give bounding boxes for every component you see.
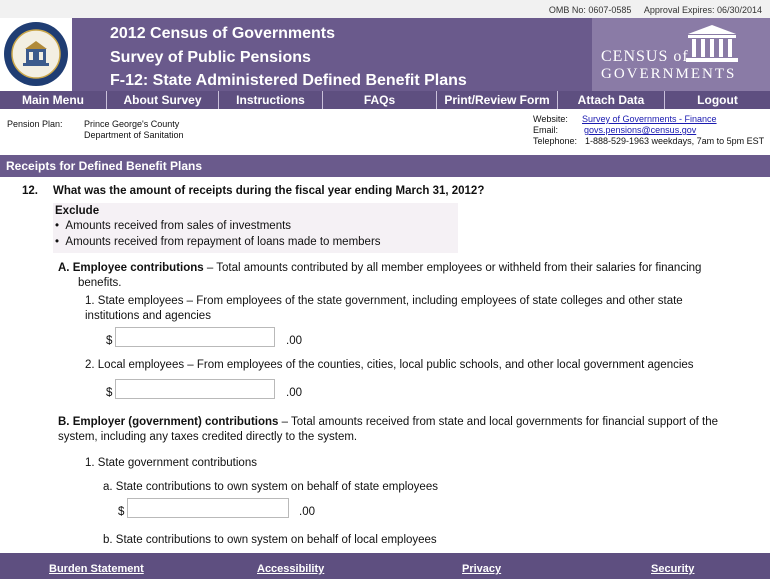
- footer-bar: [0, 553, 770, 579]
- part-a: [58, 262, 701, 274]
- local-employees-amount-input[interactable]: [115, 379, 275, 399]
- omb-number: OMB No: 0607-0585: [548, 5, 632, 15]
- telephone-label: Telephone:: [533, 136, 578, 146]
- plan-info-bar: [0, 109, 770, 153]
- nav-logout[interactable]: Logout: [697, 93, 738, 107]
- a2-currency: $: [106, 387, 113, 399]
- logo-text-census: CENSUS of: [601, 48, 689, 65]
- exclude-box: [53, 203, 458, 253]
- form-title: F-12: State Administered Defined Benefit Plans: [110, 72, 467, 89]
- question-number: 12.: [22, 185, 38, 197]
- exclude-item-text: Amounts received from sales of investments: [65, 220, 292, 232]
- footer-burden-statement[interactable]: Burden Statement: [49, 563, 144, 575]
- nav-about-survey[interactable]: About Survey: [107, 91, 219, 109]
- website-link[interactable]: Survey of Governments - Finance: [582, 114, 717, 124]
- pension-plan-department: Department of Sanitation: [84, 130, 184, 140]
- part-b: [58, 416, 718, 428]
- b1a-label: a. State contributions to own system on behalf of state employees: [103, 481, 438, 493]
- question-content: [0, 177, 770, 553]
- capitol-building-icon: [684, 24, 740, 64]
- pension-plan-name: Prince George's County: [84, 119, 180, 129]
- survey-name-title: Survey of Public Pensions: [110, 49, 311, 66]
- approval-expiry: Approval Expires: 06/30/2014: [643, 5, 762, 15]
- exclude-item: • Amounts received from sales of investments: [55, 220, 292, 232]
- header-banner: [0, 18, 770, 91]
- part-a-heading: A. Employee contributions: [58, 262, 204, 274]
- footer-privacy[interactable]: Privacy: [462, 563, 502, 575]
- section-title: Receipts for Defined Benefit Plans: [0, 155, 770, 177]
- part-a-description: – Total amounts contributed by all member employees or withheld from their salaries for financing: [206, 262, 702, 274]
- nav-attach-data[interactable]: Attach Data: [558, 91, 665, 109]
- b1a-cents: .00: [299, 506, 315, 518]
- pension-plan-label: Pension Plan:: [7, 119, 63, 129]
- survey-year-title: 2012 Census of Governments: [110, 25, 335, 42]
- logo-text-governments: GOVERNMENTS: [601, 66, 737, 82]
- website-label: Website:: [533, 114, 568, 124]
- part-a-description-cont: benefits.: [78, 277, 122, 289]
- b1a-currency: $: [118, 506, 125, 518]
- footer-security[interactable]: Security: [651, 563, 695, 575]
- part-b-description: – Total amounts received from state and local governments for financial support of the: [281, 416, 719, 428]
- telephone-value: 1-888-529-1963 weekdays, 7am to 5pm EST: [585, 136, 765, 146]
- exclude-title: Exclude: [55, 205, 100, 217]
- a2-label: 2. Local employees – From employees of the counties, cities, local public schools, and other local government agencies: [85, 359, 694, 371]
- a1-label: 1. State employees – From employees of the state government, including employees of state colleges and other state: [85, 295, 683, 307]
- nav-faqs[interactable]: FAQs: [323, 91, 437, 109]
- part-b-description-cont: system, including any taxes credited directly to the system.: [58, 431, 358, 443]
- exclude-item: • Amounts received from repayment of loans made to members: [55, 236, 381, 248]
- a1-currency: $: [106, 335, 113, 347]
- email-link[interactable]: govs.pensions@census.gov: [584, 125, 697, 135]
- main-nav: [0, 91, 770, 109]
- a1-label-cont: institutions and agencies: [85, 310, 211, 322]
- b1-label: 1. State government contributions: [85, 457, 257, 469]
- a2-cents: .00: [286, 387, 302, 399]
- department-of-commerce-seal-icon: [3, 21, 69, 87]
- a1-cents: .00: [286, 335, 302, 347]
- nav-print-review-form[interactable]: Print/Review Form: [437, 91, 558, 109]
- exclude-item-text: Amounts received from repayment of loans made to members: [65, 236, 381, 248]
- census-of-governments-logo: [592, 18, 770, 91]
- question-text: What was the amount of receipts during the fiscal year ending March 31, 2012?: [53, 185, 485, 197]
- b1b-label: b. State contributions to own system on behalf of local employees: [103, 534, 437, 546]
- footer-accessibility[interactable]: Accessibility: [257, 563, 325, 575]
- seal-container: [0, 18, 72, 91]
- nav-instructions[interactable]: Instructions: [219, 91, 323, 109]
- nav-main-menu[interactable]: Main Menu: [0, 91, 107, 109]
- part-b-heading: B. Employer (government) contributions: [58, 416, 279, 428]
- email-label: Email:: [533, 125, 559, 135]
- state-contrib-state-employees-input[interactable]: [127, 498, 289, 518]
- state-employees-amount-input[interactable]: [115, 327, 275, 347]
- omb-strip: [0, 0, 770, 18]
